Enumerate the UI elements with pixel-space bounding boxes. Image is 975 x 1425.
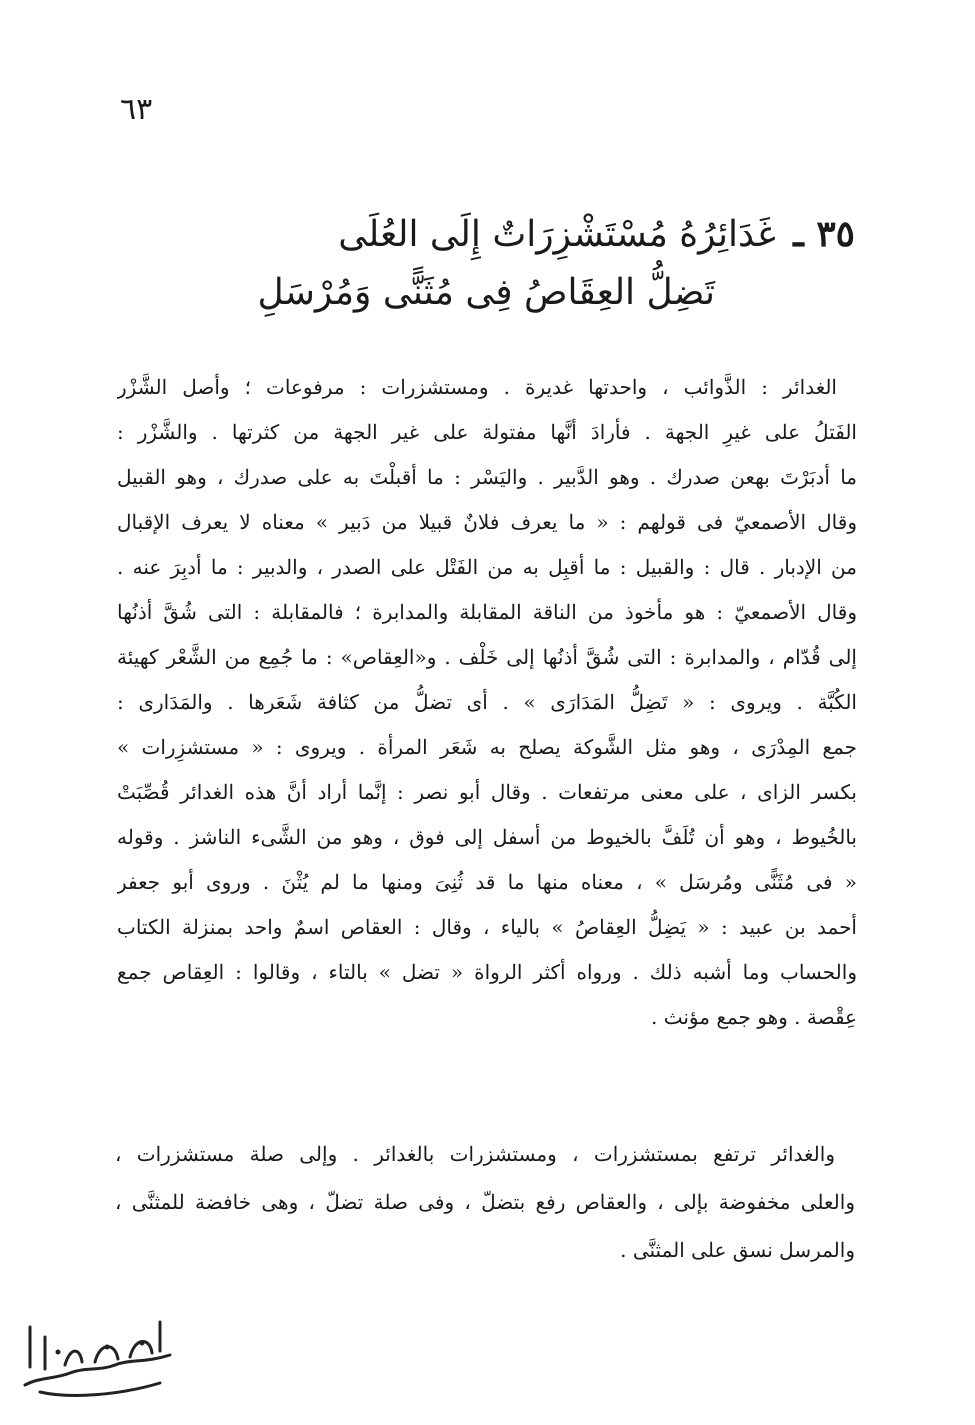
commentary-line: إلى قُدّام ، والمدابرة : التى شُقَّ أذنُها إلى خَلْف . و«العِقاص» : ما جُمِع من الشَّعْر كهيئة — [117, 645, 857, 669]
commentary-line: بكسر الزاى ، على معنى مرتفعات . وقال أبو نصر : إنَّما أراد أنَّ هذه الغدائر قُصِّبَتْ — [117, 780, 857, 804]
commentary-paragraph — [117, 365, 857, 1040]
commentary-line: جمع المِدْرَى ، وهو مثل الشَّوكة يصلح به شَعَر المرأة . ويروى : « مستشزِرات » — [117, 735, 857, 759]
grammar-line: والغدائر ترتفع بمستشزرات ، ومستشزرات بالغدائر . وإلى صلة مستشزرات ، — [115, 1142, 835, 1166]
commentary-line: بالخُيوط ، وهو أن تُلَفَّ بالخيوط من أسفل إلى فوق ، وهو من الشَّىء الناشز . وقوله — [117, 825, 857, 849]
commentary-line: الفَتلُ على غيرِ الجهة . فأرادَ أنَّها مفتولة على غير الجهة من كثرتها . والشَّزْر : — [117, 420, 857, 444]
calligraphy-logo-icon — [10, 1307, 185, 1407]
commentary-line: « فى مُثَنًّى ومُرسَل » ، معناه منها ما قد ثُنِىَ ومنها ما لم يُثْنَ . وروى أبو جعفر — [117, 870, 857, 894]
grammar-line: والعلى مخفوضة بإلى ، والعقاص رفع بتضلّ ، وفى صلة تضلّ ، وهى خافضة للمثنَّى ، — [115, 1190, 855, 1214]
verse-line-2 — [115, 264, 855, 322]
commentary-line: وقال الأصمعيّ فى قولهم : « ما يعرف فلانٌ قبيلا من دَبير » معناه لا يعرف الإقبال — [117, 510, 857, 534]
verse-block — [115, 205, 855, 322]
commentary-line: الكُبَّة . ويروى : « تَضِلُّ المَدَارَى » . أى تضلُّ من كثافة شَعَرها . والمَدَارى : — [117, 690, 857, 714]
watermark-logo — [10, 1307, 185, 1407]
page-number: ٦٣ — [120, 92, 153, 127]
commentary-line: وقال الأصمعيّ : هو مأخوذ من الناقة المقابلة والمدابرة ؛ فالمقابلة : التى شُقَّ أذنُها — [117, 600, 857, 624]
verse-line-1 — [115, 205, 855, 264]
commentary-line: عِقْصة . وهو جمع مؤنث . — [651, 1005, 857, 1029]
grammar-line: والمرسل نسق على المثنَّى . — [620, 1238, 855, 1262]
commentary-line: ما أدبَرْتَ بهعن صدرك . وهو الدَّبير . واليَسْر : ما أقبلْتَ به على صدرك ، وهو القبيل — [117, 465, 857, 489]
verse-hemistich-2: تَضِلُّ العِقَاصُ فِى مُثَنًّى وَمُرْسَلِ — [257, 272, 715, 313]
commentary-line: الغدائر : الذَّوائب ، واحدتها غديرة . ومستشزرات : مرفوعات ؛ وأصل الشَّزْر — [117, 375, 837, 399]
verse-number: ٣٥ ـ — [793, 213, 855, 255]
commentary-line: من الإدبار . قال : والقبيل : ما أقبِل به من الفَتْل على الصدر ، والدبير : ما أدبِرَ عنه . — [117, 555, 857, 579]
commentary-line: والحساب وما أشبه ذلك . ورواه أكثر الرواة « تضل » بالتاء ، وقالوا : العِقاص جمع — [117, 960, 857, 984]
verse-hemistich-1: غَدَائِرُهُ مُسْتَشْزِرَاتٌ إِلَى العُلَى — [338, 214, 776, 255]
grammar-paragraph — [115, 1130, 855, 1274]
commentary-line: أحمد بن عبيد : « يَضِلُّ العِقاصُ » بالياء ، وقال : العقاص اسمٌ واحد بمنزلة الكتاب — [117, 915, 857, 939]
